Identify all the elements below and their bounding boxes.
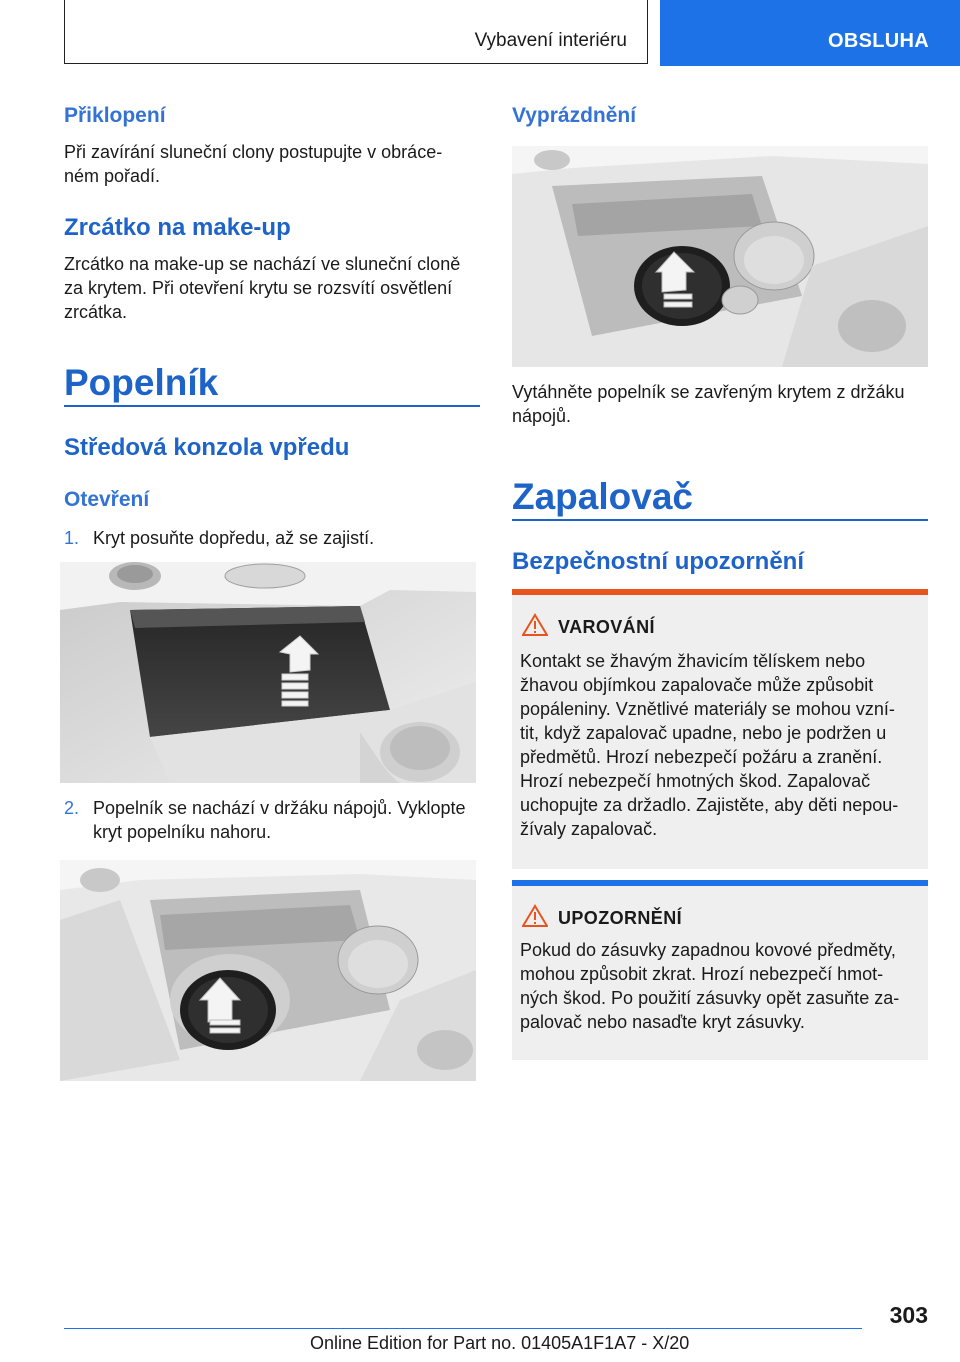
step-text: Kryt posuňte dopředu, až se zajistí. [93, 528, 375, 548]
footer-rule [64, 1328, 862, 1329]
text-line: žhavou objímkou zapalovače může způsobit [520, 675, 874, 695]
paragraph-zrcatko [64, 252, 460, 324]
warning-triangle-icon [522, 613, 548, 637]
text-line: zrcátka. [64, 302, 128, 322]
text-line: předmětů. Hrozí nebezpečí požáru a zranění. [520, 747, 883, 767]
text-line: tit, když zapalovač upadne, nebo je podržen u [520, 723, 887, 743]
heading-bezpecnostni: Bezpečnostní upozornění [512, 548, 805, 575]
warning-title: VAROVÁNÍ [558, 617, 655, 637]
text-line: žívaly zapalovač. [520, 819, 658, 839]
heading-rule [512, 519, 928, 521]
text-line: Vytáhněte popelník se zavřeným krytem z držáku [512, 382, 905, 402]
ashtray-remove-photo [512, 146, 928, 367]
heading-priklopeni: Přiklopení [64, 104, 166, 127]
heading-popelnik: Popelník [64, 362, 219, 403]
footer-edition: Online Edition for Part no. 01405A1F1A7 - X/20 [310, 1333, 690, 1353]
heading-zrcatko: Zrcátko na make-up [64, 214, 291, 241]
step-number: 1. [64, 528, 80, 548]
notice-triangle-icon [522, 904, 548, 928]
warning-box [512, 589, 928, 869]
warning-bar [512, 589, 928, 595]
text-line: nápojů. [512, 406, 572, 426]
notice-title: UPOZORNĚNÍ [558, 908, 683, 928]
text-line: palovač nebo nasaďte kryt zásuvky. [520, 1012, 805, 1032]
text-line: ném pořadí. [64, 166, 161, 186]
step-1 [64, 526, 375, 550]
text-line: za krytem. Při otevření krytu se rozsvítí osvětlení [64, 278, 453, 298]
paragraph-vyprazdneni [512, 380, 932, 428]
text-line: Hrozí nebezpečí hmotných škod. Zapalovač [520, 771, 871, 791]
step-2 [64, 796, 480, 842]
notice-bar [512, 880, 928, 886]
text-line: uchopujte za držadlo. Zajistěte, aby děti nepou‐ [520, 795, 899, 815]
heading-rule [64, 405, 480, 407]
heading-vyprazdneni: Vyprázdnění [512, 104, 637, 127]
text-line: Popelník se nachází v držáku nápojů. Vyklopte [93, 798, 466, 818]
step-number: 2. [64, 798, 80, 818]
heading-stredova-konzola: Středová konzola vpředu [64, 434, 350, 461]
text-line: Při zavírání sluneční clony postupujte v obráce‐ [64, 142, 443, 162]
text-line: mohou způsobit zkrat. Hrozí nebezpečí hmot‐ [520, 964, 884, 984]
step-text [93, 796, 493, 844]
text-line: ných škod. Po použití zásuvky opět zasuňte za‐ [520, 988, 900, 1008]
console-cover-photo [60, 562, 476, 783]
text-line: Zrcátko na make-up se nachází ve sluneční cloně [64, 254, 461, 274]
text-line: kryt popelníku nahoru. [93, 822, 272, 842]
header-section-title: Vybavení interiéru [474, 30, 627, 51]
text-line: Pokud do zásuvky zapadnou kovové předměty, [520, 940, 896, 960]
header-chapter-tab: OBSLUHA [660, 0, 960, 66]
notice-box [512, 880, 928, 1060]
text-line: popáleniny. Vznětlivé materiály se mohou vzní‐ [520, 699, 895, 719]
warning-text [520, 649, 918, 841]
text-line: Kontakt se žhavým žhavicím tělískem nebo [520, 651, 866, 671]
paragraph-priklopeni [64, 140, 442, 188]
header-frame [64, 0, 648, 64]
heading-otevreni: Otevření [64, 488, 150, 511]
heading-zapalovac: Zapalovač [512, 476, 693, 517]
ashtray-open-photo [60, 860, 476, 1081]
notice-text [520, 938, 918, 1034]
page-number: 303 [889, 1302, 928, 1328]
